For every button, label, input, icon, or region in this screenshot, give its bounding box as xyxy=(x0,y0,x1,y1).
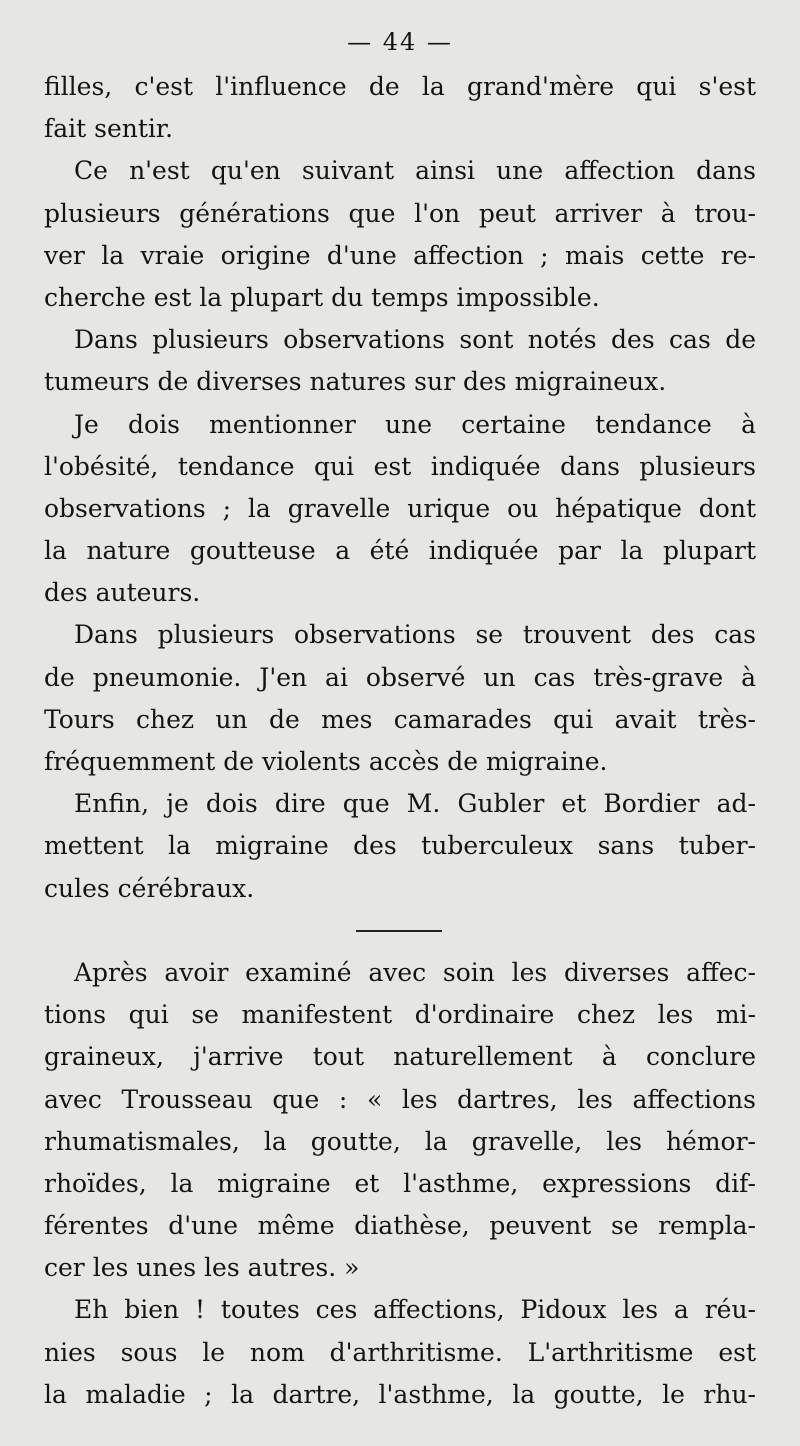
text-line: filles, c'est l'influence de la grand'mère qui s'est xyxy=(44,72,756,101)
text-line: Je dois mentionner une certaine tendance à xyxy=(74,409,756,439)
section-separator-rule xyxy=(356,930,442,932)
text-line: l'obésité, tendance qui est indiquée dans plusieurs xyxy=(44,451,756,481)
text-line: ver la vraie origine d'une affection ; mais cette re- xyxy=(44,240,756,270)
text-line: la maladie ; la dartre, l'asthme, la goutte, le rhu- xyxy=(44,1379,756,1409)
text-line: Eh bien ! toutes ces affections, Pidoux les a réu- xyxy=(74,1295,756,1325)
text-line: observations ; la gravelle urique ou hépatique dont xyxy=(44,493,756,523)
text-line: fréquemment de violents accès de migraine. xyxy=(44,747,608,776)
text-line: plusieurs générations que l'on peut arriver à trou- xyxy=(44,198,756,228)
text-line: rhumatismales, la goutte, la gravelle, les hémor- xyxy=(44,1126,756,1156)
text-line: Ce n'est qu'en suivant ainsi une affection dans xyxy=(74,156,756,186)
text-line: avec Trousseau que : « les dartres, les affections xyxy=(44,1084,756,1114)
text-line: fait sentir. xyxy=(44,114,174,144)
body-text xyxy=(44,66,756,1416)
text-line: nies sous le nom d'arthritisme. L'arthritisme est xyxy=(44,1337,756,1367)
text-line: des auteurs. xyxy=(44,578,201,608)
text-line: tions qui se manifestent d'ordinaire chez les mi- xyxy=(44,1000,756,1030)
text-line: férentes d'une même diathèse, peuvent se rempla- xyxy=(44,1211,756,1241)
text-line: Dans plusieurs observations sont notés des cas de xyxy=(74,325,756,355)
text-line: Tours chez un de mes camarades qui avait très- xyxy=(44,704,756,734)
section-separator-row xyxy=(44,910,756,952)
text-line: Enfin, je dois dire que M. Gubler et Bordier ad- xyxy=(74,789,756,819)
text-line: Dans plusieurs observations se trouvent des cas xyxy=(74,620,756,650)
text-line: Après avoir examiné avec soin les diverses affec- xyxy=(74,957,756,987)
page-number: — 44 — xyxy=(347,28,453,56)
text-line: mettent la migraine des tuberculeux sans tuber- xyxy=(44,831,756,861)
text-line: cer les unes les autres. » xyxy=(44,1253,360,1283)
text-line: rhoïdes, la migraine et l'asthme, expressions dif- xyxy=(44,1168,756,1198)
text-line: graineux, j'arrive tout naturellement à conclure xyxy=(44,1042,756,1072)
text-line: la nature goutteuse a été indiquée par la plupart xyxy=(44,536,756,566)
text-line: tumeurs de diverses natures sur des migraineux. xyxy=(44,367,667,397)
text-line: de pneumonie. J'en ai observé un cas très-grave à xyxy=(44,662,756,692)
text-line: cules cérébraux. xyxy=(44,873,255,903)
text-line: cherche est la plupart du temps impossible. xyxy=(44,282,600,312)
